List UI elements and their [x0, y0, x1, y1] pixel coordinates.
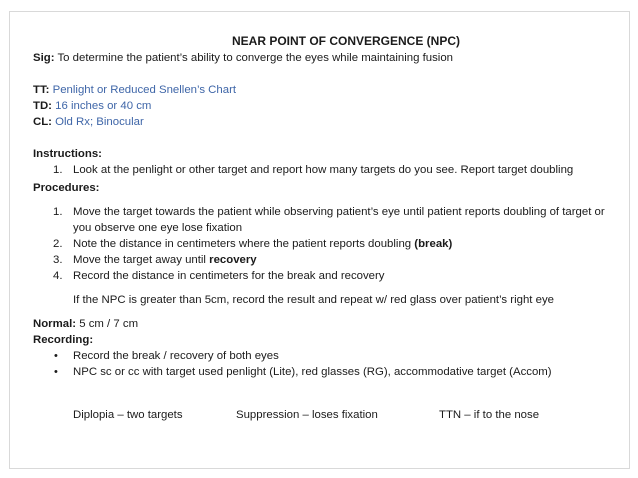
cl-label: CL:: [33, 116, 52, 128]
sig-line: [33, 50, 623, 66]
list-item: [33, 162, 623, 178]
bullet-icon: •: [54, 350, 58, 362]
recording-list: [33, 348, 623, 380]
list-number: 1.: [53, 164, 63, 176]
list-number: 4.: [53, 270, 63, 282]
list-item: [33, 236, 623, 252]
list-item-text: Look at the penlight or other target and report how many targets do you see. Report target doubling: [73, 164, 574, 176]
list-item-text: Note the distance in centimeters where the patient reports doubling: [73, 238, 415, 250]
list-item-text: NPC sc or cc with target used penlight (Lite), red glasses (RG), accommodative target (Accom): [73, 366, 552, 378]
list-item-bold: recovery: [209, 254, 257, 266]
recording-heading: Recording:: [33, 334, 94, 346]
td-line: [33, 98, 623, 114]
tt-line: [33, 82, 623, 98]
normal-text: 5 cm / 7 cm: [76, 318, 139, 330]
list-item: [33, 364, 623, 380]
list-item: [33, 268, 623, 284]
normal-line: [33, 316, 623, 332]
cl-line: [33, 114, 623, 130]
document-content: [33, 33, 623, 435]
list-item-bold: (break): [414, 238, 453, 250]
sig-label: Sig:: [33, 52, 55, 64]
list-item-text: Move the target away until: [73, 254, 210, 266]
page-title: NEAR POINT OF CONVERGENCE (NPC): [231, 34, 460, 48]
cl-text: Old Rx; Binocular: [51, 116, 144, 128]
sig-text: To determine the patient’s ability to converge the eyes while maintaining fusion: [54, 52, 454, 64]
term-suppression: Suppression – loses fixation: [236, 409, 378, 422]
td-text: 16 inches or 40 cm: [51, 100, 152, 112]
list-item: [33, 348, 623, 364]
terms-line: [33, 407, 623, 423]
list-number: 2.: [53, 238, 63, 250]
td-label: TD:: [33, 100, 52, 112]
term-diplopia: Diplopia – two targets: [73, 409, 183, 422]
normal-label: Normal:: [33, 318, 77, 330]
bullet-icon: •: [54, 366, 58, 378]
procedures-note: If the NPC is greater than 5cm, record the result and repeat w/ red glass over patient’s right eye: [73, 294, 554, 306]
list-item-text: Record the distance in centimeters for the break and recovery: [73, 270, 385, 282]
document-page: [9, 11, 630, 469]
procedures-list: [33, 204, 623, 284]
list-item-text: Record the break / recovery of both eyes: [73, 350, 279, 362]
list-number: 1.: [53, 206, 63, 218]
tt-text: Penlight or Reduced Snellen’s Chart: [49, 84, 237, 96]
list-number: 3.: [53, 254, 63, 266]
instructions-heading: Instructions:: [33, 148, 102, 160]
term-ttn: TTN – if to the nose: [439, 409, 540, 422]
list-item: [33, 204, 623, 236]
list-item: [33, 252, 623, 268]
list-item-text: Move the target towards the patient while observing patient’s eye until patient reports doubling of target or you observe one eye lose fixation: [73, 206, 605, 234]
tt-label: TT:: [33, 84, 50, 96]
procedures-heading: Procedures:: [33, 182, 100, 194]
instructions-list: [33, 162, 623, 178]
